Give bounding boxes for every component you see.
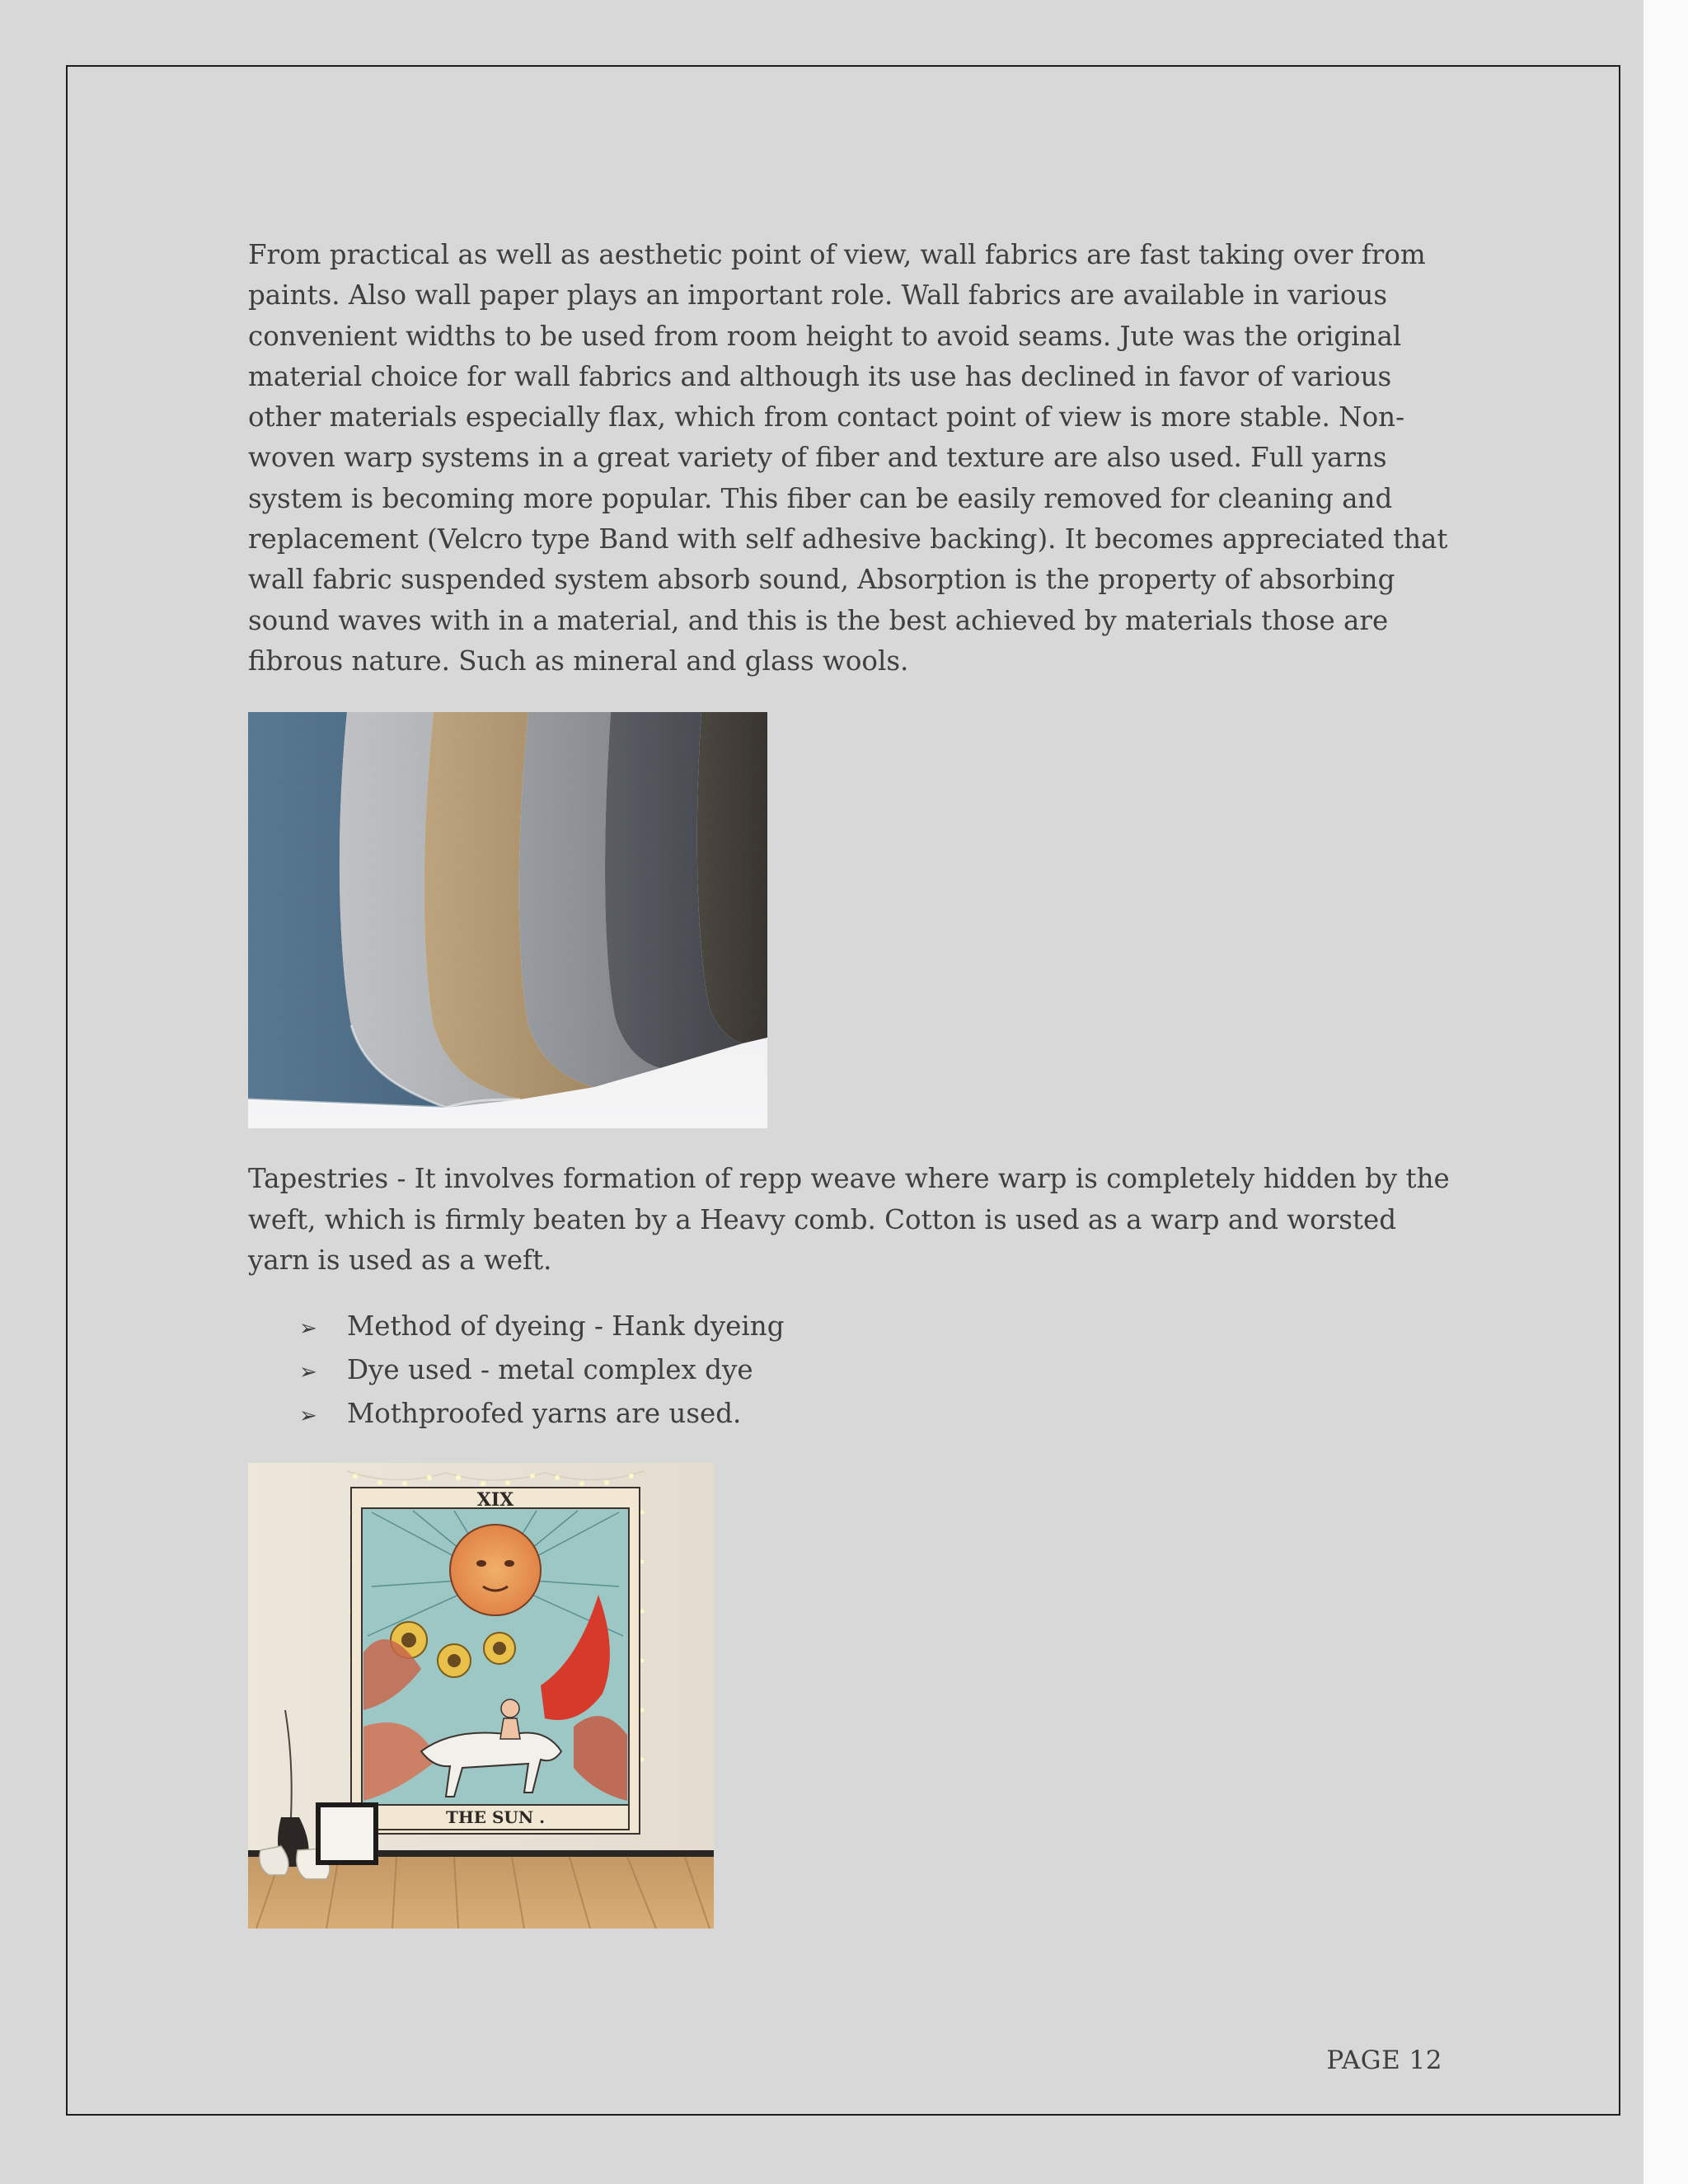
arrow-bullet-icon: ➢: [299, 1360, 317, 1385]
bullet-text: Dye used - metal complex dye: [347, 1354, 753, 1386]
arrow-bullet-icon: ➢: [299, 1404, 317, 1429]
list-item: [299, 1305, 1451, 1349]
list-item: [299, 1349, 1451, 1393]
bullet-text: Mothproofed yarns are used.: [347, 1398, 742, 1430]
wall-fabric-samples-image: [248, 712, 767, 1128]
list-item: [299, 1393, 1451, 1436]
paragraph-wall-fabrics: From practical as well as aesthetic point of view, wall fabrics are fast taking over from paints. Also wall paper plays an important role. Wall fabrics are available in various convenient widths to be used from room height to avoid seams. Jute was the original material choice for wall fabrics and although its use has declined in favor of various other materials especially flax, which from contact point of view is more stable. Non-woven warp systems in a great variety of fiber and texture are also used. Full yarns system is becoming more popular. This fiber can be easily removed for cleaning and replacement (Velcro type Band with self adhesive backing). It becomes appreciated that wall fabric suspended system absorb sound, Absorption is the property of absorbing sound waves with in a material, and this is the best achieved by materials those are fibrous nature. Such as mineral and glass wools.: [248, 239, 1448, 677]
tapestry-card-number: XIX: [476, 1489, 514, 1511]
bullet-text: Method of dyeing - Hank dyeing: [347, 1310, 785, 1343]
dyeing-bullet-list: [248, 1305, 1451, 1436]
page-content: [248, 235, 1451, 1929]
arrow-bullet-icon: ➢: [299, 1316, 317, 1342]
sun-tapestry-image: [248, 1463, 714, 1929]
page-number: PAGE 12: [1326, 2046, 1442, 2075]
paragraph-tapestries: Tapestries - It involves formation of repp weave where warp is completely hidden by the weft, which is firmly beaten by a Heavy comb. Cotton is used as a warp and worsted yarn is used as a weft.: [248, 1163, 1450, 1276]
tapestry-card-title: THE SUN .: [445, 1807, 546, 1828]
